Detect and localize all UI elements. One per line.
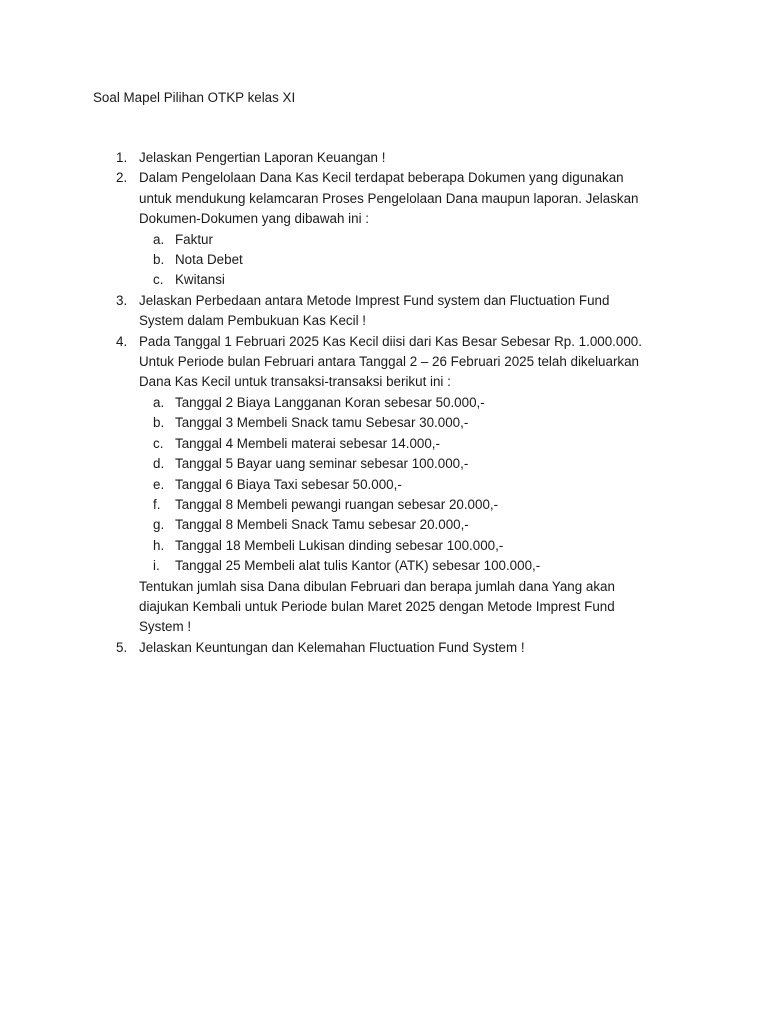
- sub-item-letter: a.: [153, 231, 165, 247]
- sub-item-text: Kwitansi: [175, 272, 225, 288]
- sub-item-letter: h.: [153, 537, 165, 553]
- sub-item-list: [139, 230, 669, 291]
- question-text-line: Jelaskan Keuntungan dan Kelemahan Fluctuation Fund System !: [139, 639, 525, 655]
- sub-item-text: Tanggal 18 Membeli Lukisan dinding sebesar 100.000,-: [175, 537, 504, 553]
- sub-item-letter: f.: [153, 496, 161, 512]
- sub-item-text: Tanggal 3 Membeli Snack tamu Sebesar 30.000,-: [175, 415, 469, 431]
- question-3: [0, 291, 669, 332]
- document-title: Soal Mapel Pilihan OTKP kelas XI: [93, 90, 296, 105]
- sub-item: [139, 495, 669, 515]
- sub-item: [139, 454, 669, 474]
- sub-item: [139, 556, 669, 576]
- sub-item-text: Tanggal 2 Biaya Langganan Koran sebesar 50.000,-: [175, 394, 485, 410]
- sub-item-letter: b.: [153, 252, 165, 268]
- question-number: 5.: [116, 639, 128, 655]
- question-text-line: Dalam Pengelolaan Dana Kas Kecil terdapat beberapa Dokumen yang digunakan: [139, 170, 624, 186]
- question-text-line: Pada Tanggal 1 Februari 2025 Kas Kecil diisi dari Kas Besar Sebesar Rp. 1.000.000.: [139, 333, 642, 349]
- sub-item-letter: c.: [153, 272, 164, 288]
- question-5: [0, 638, 669, 658]
- sub-item: [139, 393, 669, 413]
- sub-item-letter: e.: [153, 476, 165, 492]
- sub-item: [139, 536, 669, 556]
- question-number: 4.: [116, 333, 128, 349]
- sub-item-letter: d.: [153, 456, 165, 472]
- sub-item-letter: g.: [153, 517, 165, 533]
- sub-item-text: Tanggal 4 Membeli materai sebesar 14.000,-: [175, 435, 440, 451]
- question-closing-line: Tentukan jumlah sisa Dana dibulan Februari dan berapa jumlah dana Yang akan: [139, 578, 615, 594]
- sub-item-text: Faktur: [175, 231, 213, 247]
- sub-item: [139, 434, 669, 454]
- question-number: 3.: [116, 292, 128, 308]
- question-4: [0, 332, 669, 638]
- sub-item-text: Tanggal 25 Membeli alat tulis Kantor (ATK) sebesar 100.000,-: [175, 558, 541, 574]
- sub-item-text: Tanggal 5 Bayar uang seminar sebesar 100.000,-: [175, 456, 469, 472]
- sub-item-letter: c.: [153, 435, 164, 451]
- question-list: [0, 148, 768, 658]
- question-text-line: Jelaskan Perbedaan antara Metode Imprest Fund system dan Fluctuation Fund: [139, 292, 610, 308]
- question-text-line: untuk mendukung kelamcaran Proses Pengelolaan Dana maupun laporan. Jelaskan: [139, 190, 639, 206]
- sub-item-letter: i.: [153, 558, 160, 574]
- question-1: [0, 148, 669, 168]
- sub-item-list: [139, 393, 669, 577]
- question-text-line: Dana Kas Kecil untuk transaksi-transaksi berikut ini :: [139, 374, 451, 390]
- question-number: 2.: [116, 170, 128, 186]
- sub-item-letter: a.: [153, 394, 165, 410]
- question-text-line: Dokumen-Dokumen yang dibawah ini :: [139, 211, 369, 227]
- sub-item: [139, 250, 669, 270]
- sub-item-letter: b.: [153, 415, 165, 431]
- question-number: 1.: [116, 150, 128, 165]
- question-closing-line: System !: [139, 619, 192, 635]
- sub-item: [139, 270, 669, 290]
- sub-item: [139, 515, 669, 535]
- sub-item-text: Tanggal 8 Membeli pewangi ruangan sebesar 20.000,-: [175, 496, 499, 512]
- sub-item: [139, 413, 669, 433]
- sub-item-text: Nota Debet: [175, 252, 243, 268]
- sub-item: [139, 475, 669, 495]
- sub-item: [139, 230, 669, 250]
- question-text-line: Jelaskan Pengertian Laporan Keuangan !: [139, 150, 386, 165]
- question-2: [0, 168, 669, 290]
- sub-item-text: Tanggal 6 Biaya Taxi sebesar 50.000,-: [175, 476, 402, 492]
- question-text-line: System dalam Pembukuan Kas Kecil !: [139, 313, 367, 329]
- question-closing-line: diajukan Kembali untuk Periode bulan Maret 2025 dengan Metode Imprest Fund: [139, 598, 615, 614]
- sub-item-text: Tanggal 8 Membeli Snack Tamu sebesar 20.000,-: [175, 517, 469, 533]
- question-text-line: Untuk Periode bulan Februari antara Tanggal 2 – 26 Februari 2025 telah dikeluarkan: [139, 354, 639, 370]
